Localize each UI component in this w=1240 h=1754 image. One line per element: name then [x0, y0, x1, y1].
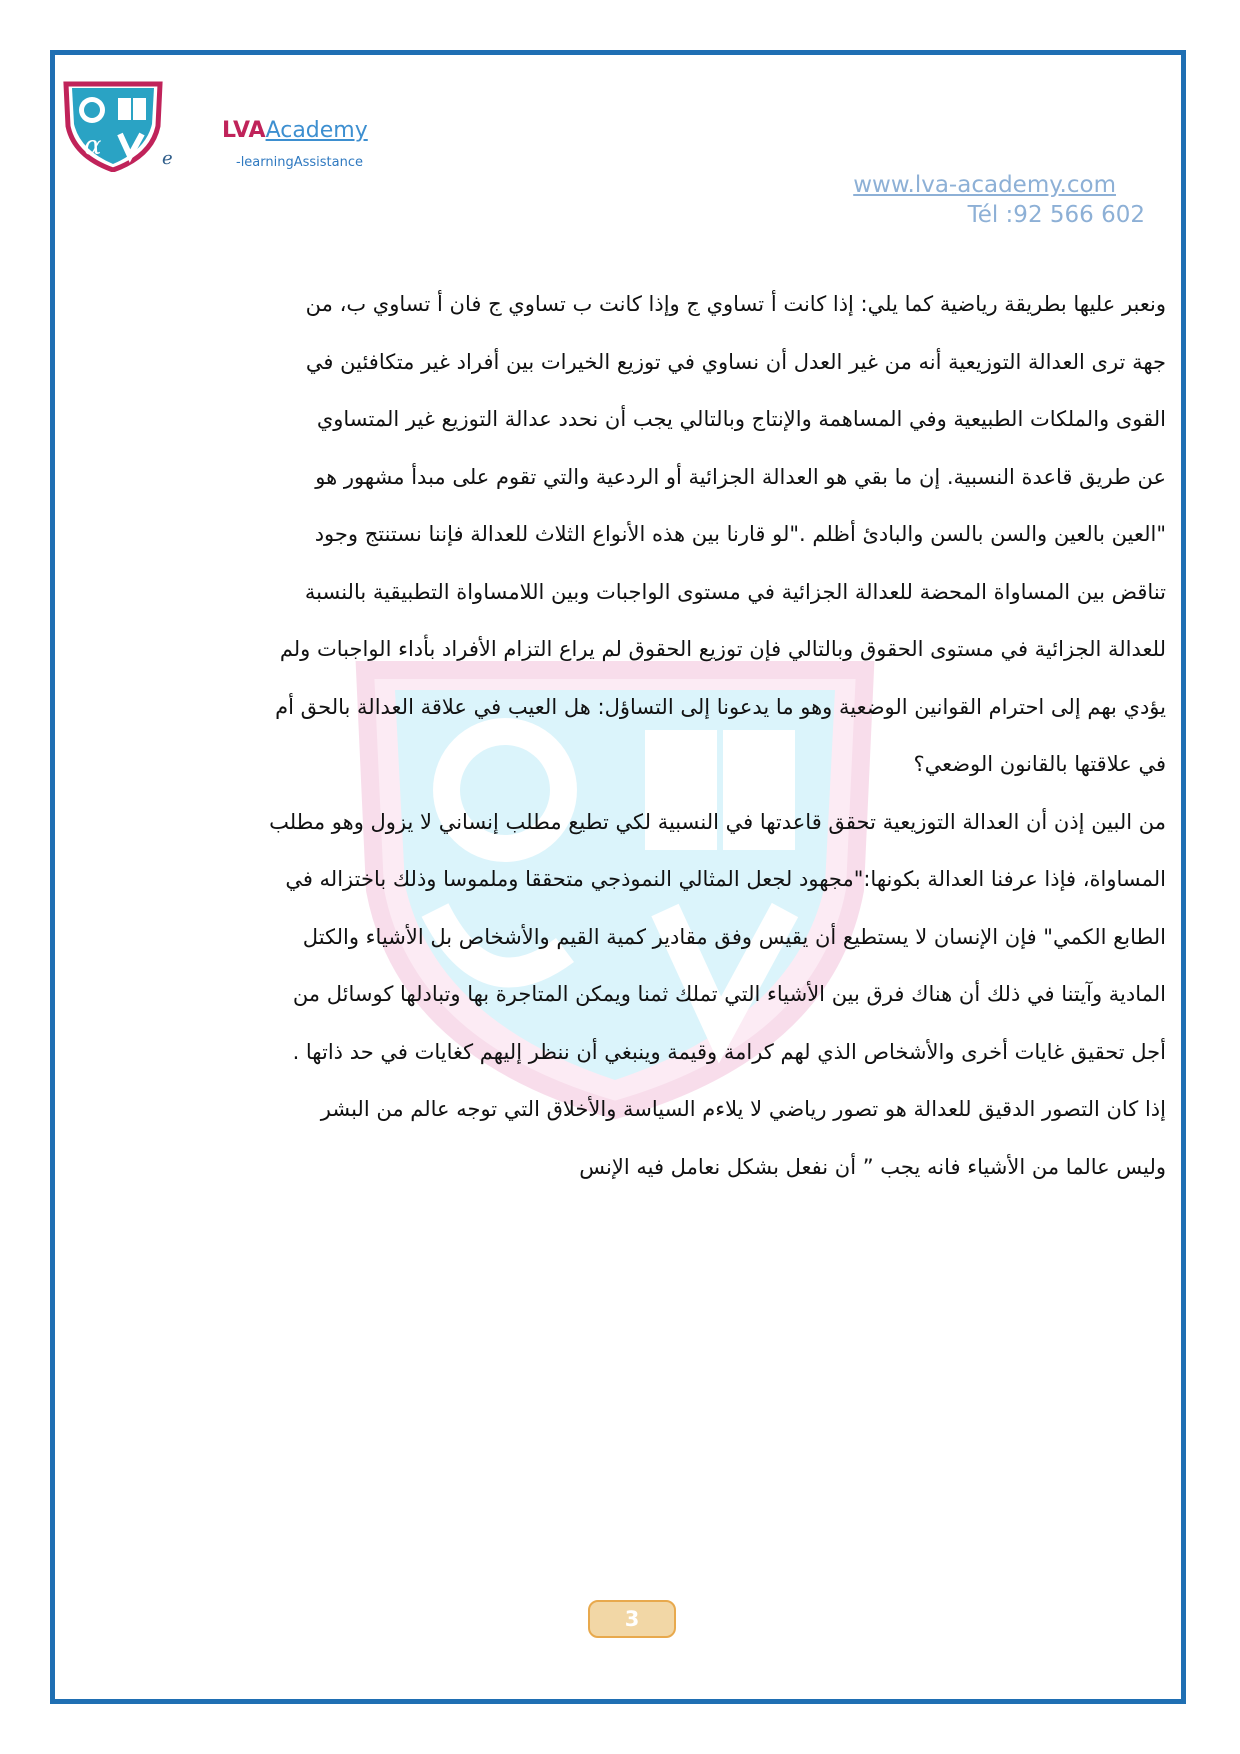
text-line: وليس عالما من الأشياء فانه يجب ” أن نفعل بشكل نعامل فيه الإنس: [579, 1154, 1166, 1179]
article-body: [108, 276, 1166, 1196]
text-line: المادية وآيتنا في ذلك أن هناك فرق بين الأشياء التي تملك ثمنا ويمكن المتاجرة بها وتبادلها كوسائل من: [292, 982, 1166, 1006]
text-line: "العين بالعين والسن بالسن والبادئ أظلم ."لو قارنا بين هذه الأنواع الثلاث للعدالة فإننا نستنتج وجود: [314, 522, 1166, 546]
text-line: المساواة، فإذا عرفنا العدالة بكونها:"مجهود لجعل المثالي النموذجي متحققا وملموسا وذلك باختزاله في: [285, 867, 1166, 891]
text-line: القوى والملكات الطبيعية وفي المساهمة والإنتاج وبالتالي يجب أن نحدد عدالة التوزيع غير المتساوي: [316, 407, 1166, 431]
website-link[interactable]: www.lva-academy.com: [853, 172, 1116, 198]
brand-name: [222, 118, 368, 144]
text-line: إذا كان التصور الدقيق للعدالة هو تصور رياضي لا يلاءم السياسة والأخلاق التي توجه عالم من البشر: [320, 1097, 1166, 1121]
brand-lva: LVA: [222, 118, 266, 143]
brand-e-mark: e: [162, 148, 173, 169]
lva-logo-icon: [58, 78, 168, 172]
text-line: في علاقتها بالقانون الوضعي؟: [913, 752, 1166, 776]
text-line: يؤدي بهم إلى احترام القوانين الوضعية وهو ما يدعونا إلى التساؤل: هل العيب في علاقة العدالة بالحق أم: [275, 694, 1166, 719]
phone-number: Tél :92 566 602: [967, 202, 1145, 228]
svg-text:α: α: [84, 131, 102, 161]
text-line: ونعبر عليها بطريقة رياضية كما يلي: إذا كانت أ تساوي ج وإذا كانت ب تساوي ج فان أ تساوي ب، من: [305, 292, 1166, 316]
text-line: جهة ترى العدالة التوزيعية أنه من غير العدل أن نساوي في توزيع الخيرات بين أفراد غير متكافئين في: [305, 349, 1166, 374]
text-line: تناقض بين المساواة المحضة للعدالة الجزائية في مستوى الواجبات وبين اللامساواة التطبيقية بالنسبة: [304, 579, 1166, 604]
brand-academy: Academy: [265, 118, 368, 143]
brand-tagline: -learningAssistance: [236, 155, 363, 170]
text-line: للعدالة الجزائية في مستوى الحقوق وبالتالي فإن توزيع الحقوق لم يراع التزام الأفراد بأداء الواجبات ولم: [279, 637, 1166, 661]
text-line: من البين إذن أن العدالة التوزيعية تحقق قاعدتها في النسبية لكي تطيع مطلب إنساني لا يزول وهو مطلب: [269, 809, 1166, 834]
page-number-badge: 3: [588, 1600, 676, 1638]
text-line: أجل تحقيق غايات أخرى والأشخاص الذي لهم كرامة وقيمة وينبغي أن ننظر إليهم كغايات في حد ذاتها .: [292, 1039, 1166, 1064]
text-line: عن طريق قاعدة النسبية. إن ما بقي هو العدالة الجزائية أو الردعية والتي تقوم على مبدأ مشهور هو: [315, 464, 1166, 489]
text-line: الطابع الكمي" فإن الإنسان لا يستطيع أن يقيس وفق مقادير كمية القيم والأشخاص بل الأشياء والكتل: [302, 924, 1166, 949]
